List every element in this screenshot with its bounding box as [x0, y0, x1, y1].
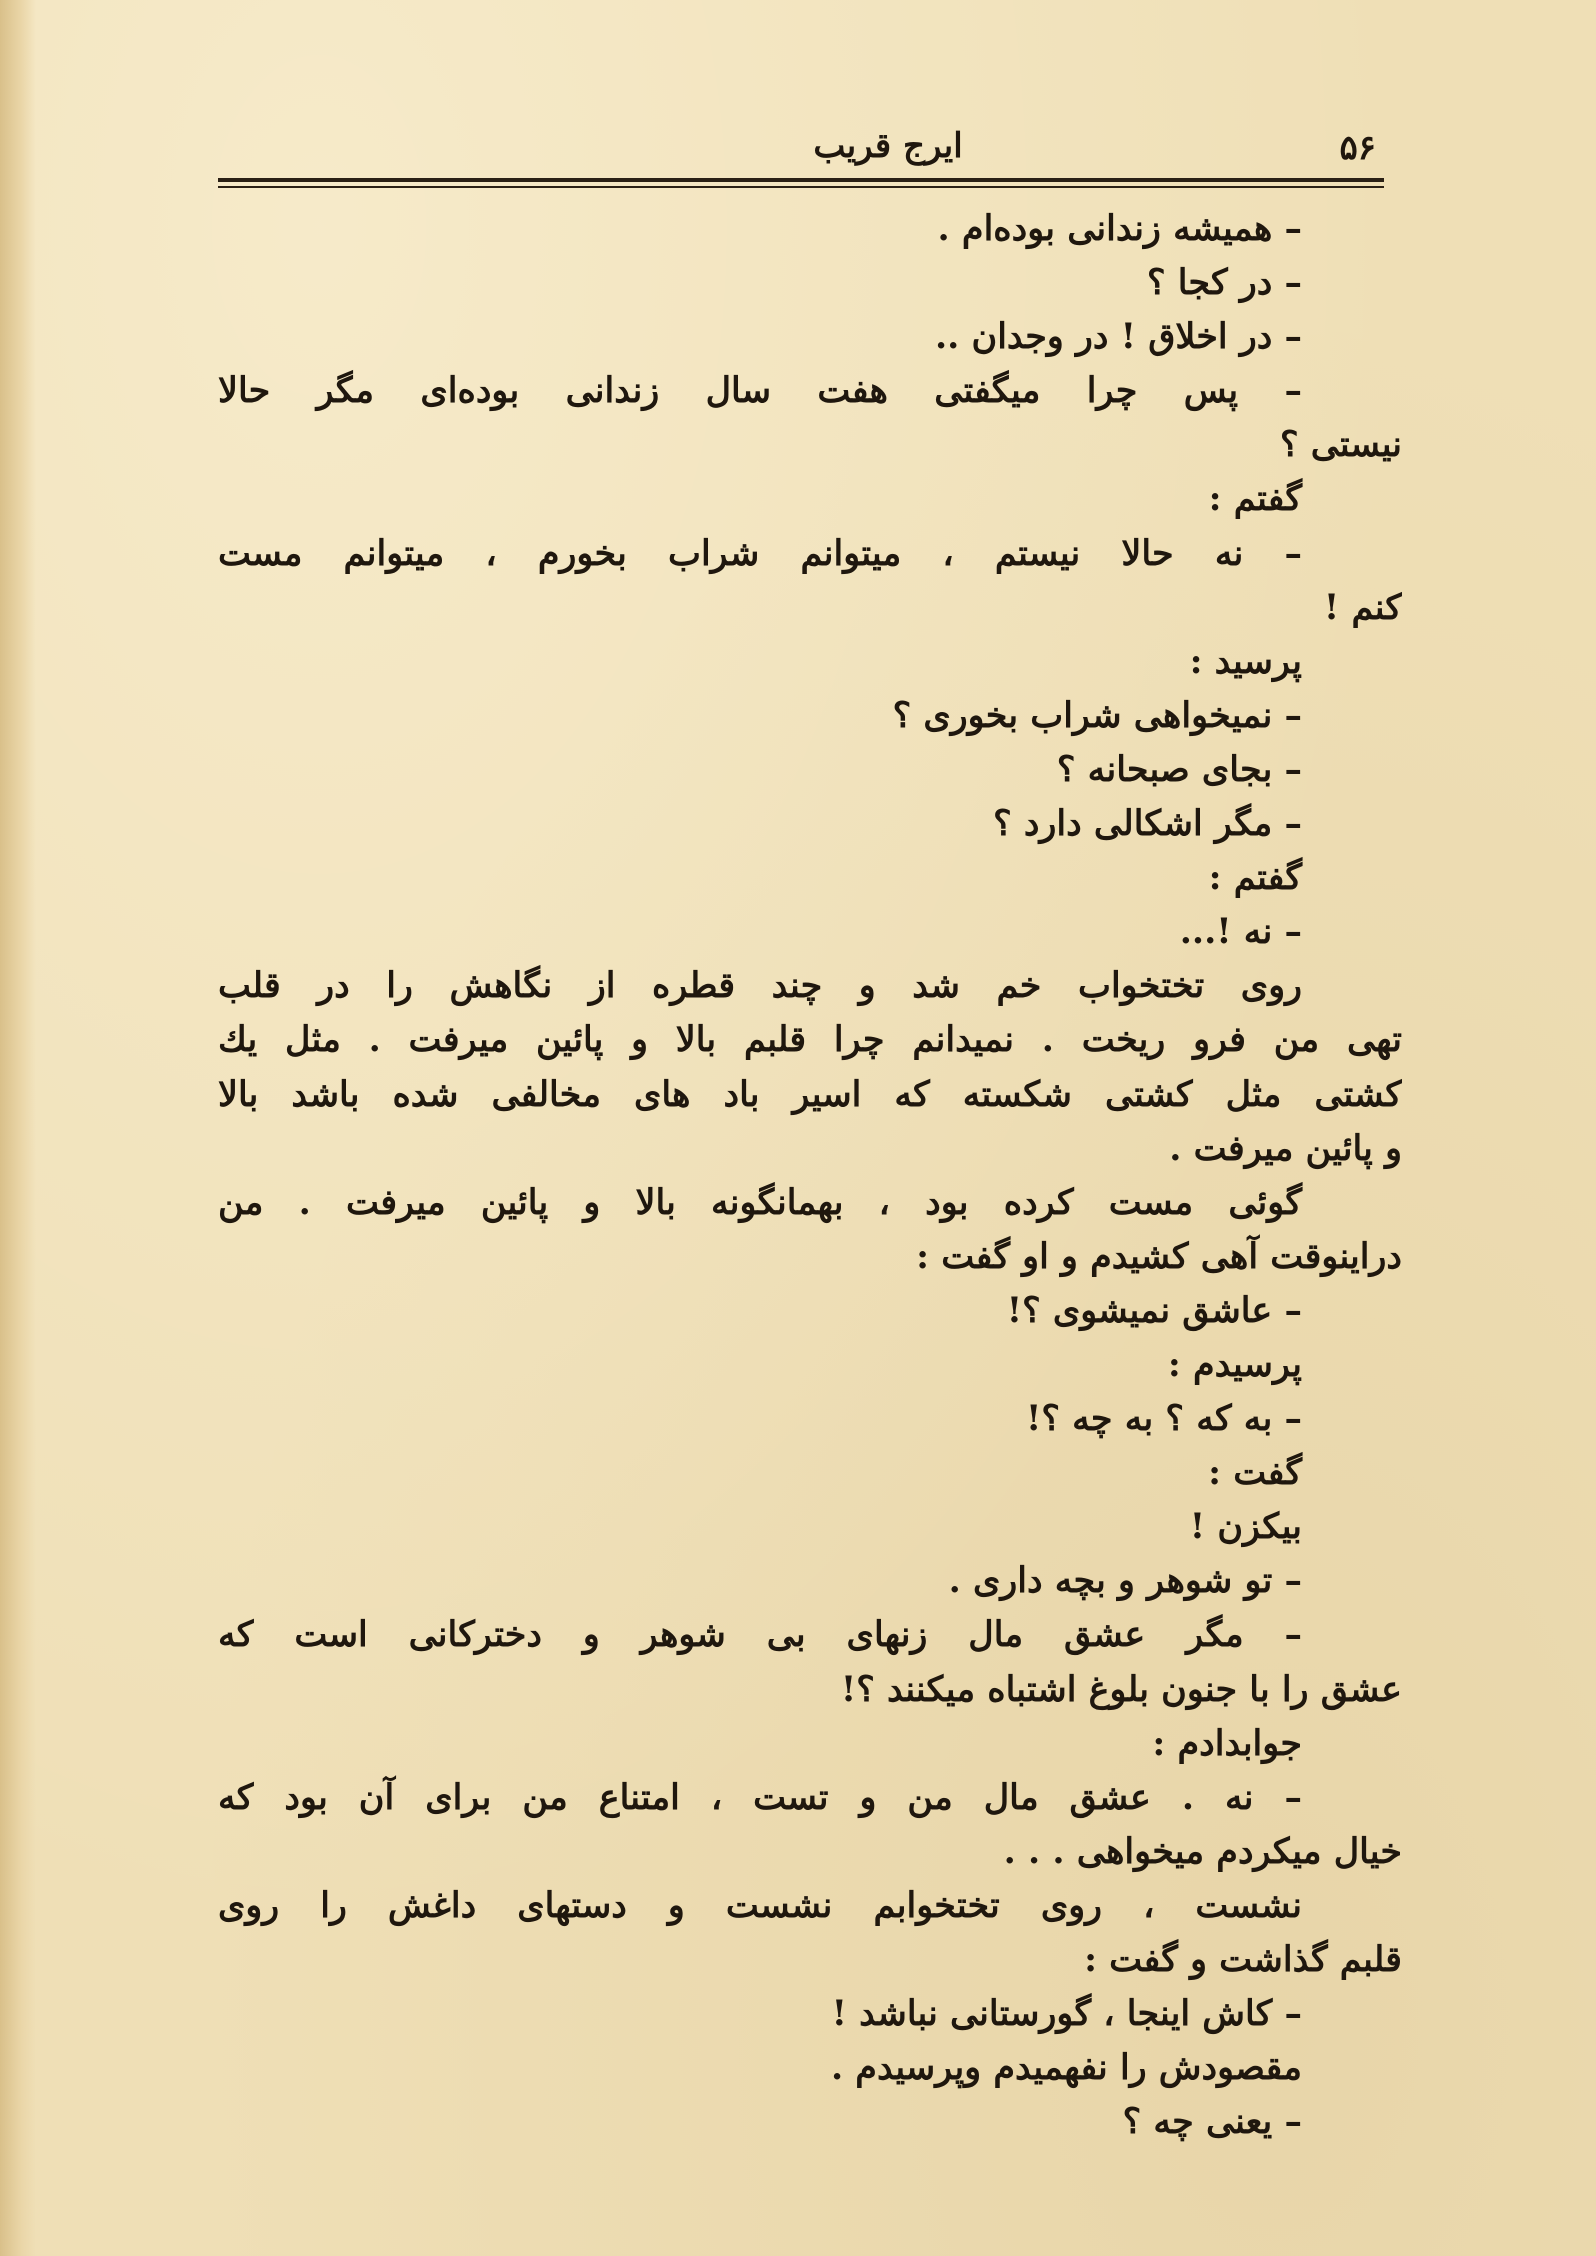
text-line: کنم !	[1323, 586, 1402, 628]
text-line: – عاشق نمیشوی ؟!	[1006, 1289, 1302, 1331]
text-line: عشق را با جنون بلوغ اشتباه میکنند ؟!	[840, 1668, 1402, 1710]
page-edge-shadow	[0, 0, 36, 2256]
running-title: ایرج قریب	[813, 126, 963, 166]
text-line: – در اخلاق ! در وجدان ..	[934, 316, 1302, 358]
text-line: قلبم گذاشت و گفت :	[1084, 1939, 1402, 1980]
text-line: پرسیدم :	[1167, 1343, 1302, 1385]
text-line: – در کجا ؟	[1146, 262, 1302, 304]
text-line: – همیشه زندانی بوده‌ام .	[937, 208, 1302, 249]
text-line: و پائین میرفت .	[1169, 1127, 1402, 1169]
text-line: پرسید :	[1189, 640, 1302, 682]
text-line: نشست ، روی تختخوابم نشست و دستهای داغش را روی	[218, 1884, 1302, 1926]
text-line: نیستی ؟	[1279, 424, 1402, 466]
text-line: گفت :	[1208, 1452, 1302, 1494]
text-line: – نمیخواهی شراب بخوری ؟	[892, 694, 1302, 736]
text-line: گوئی مست کرده بود ، بهمانگونه بالا و پائین میرفت . من	[218, 1181, 1302, 1223]
text-line: روی تختخواب خم شد و چند قطره از نگاهش را در قلب	[218, 965, 1302, 1007]
text-line: – تو شوهر و بچه داری .	[948, 1560, 1302, 1602]
text-line: کشتی مثل کشتی شکسته که اسیر باد های مخالفی شده باشد بالا	[218, 1073, 1402, 1115]
page-header	[218, 118, 1384, 174]
text-line: خیال میکردم میخواهی . . .	[1003, 1830, 1402, 1872]
text-line: – یعنی چه ؟	[1122, 2101, 1302, 2143]
text-line: – نه !...	[1179, 911, 1302, 953]
text-line: – به که ؟ به چه ؟!	[1026, 1398, 1302, 1440]
text-line: – نه حالا نیستم ، میتوانم شراب بخورم ، میتوانم مست	[218, 532, 1302, 574]
text-line: – مگر اشکالی دارد ؟	[993, 803, 1302, 845]
header-rule-thick	[218, 178, 1384, 182]
text-line: – نه . عشق مال من و تست ، امتناع من برای آن بود که	[218, 1776, 1302, 1818]
text-line: گفتم :	[1208, 857, 1302, 899]
text-line: – بجای صبحانه ؟	[1056, 748, 1302, 790]
text-line: تهی من فرو ریخت . نمیدانم چرا قلبم بالا و پائین میرفت . مثل یك	[218, 1019, 1402, 1061]
text-line: – پس چرا میگفتی هفت سال زندانی بوده‌ای مگر حالا	[218, 370, 1302, 412]
text-line: – کاش اینجا ، گورستانی نباشد !	[831, 1993, 1302, 2035]
body-text	[218, 202, 1402, 2202]
text-line: مقصودش را نفهمیدم وپرسیدم .	[830, 2047, 1302, 2089]
text-line: بیکزن !	[1189, 1506, 1302, 1548]
header-rule-thin	[218, 186, 1384, 188]
text-line: – مگر عشق مال زنهای بی شوهر و دخترکانی است که	[218, 1614, 1302, 1656]
text-line: دراینوقت آهی کشیدم و او گفت :	[916, 1235, 1402, 1277]
text-line: جوابدادم :	[1152, 1722, 1302, 1764]
text-line: گفتم :	[1208, 478, 1302, 520]
page-number: ۵۶	[1339, 128, 1376, 168]
